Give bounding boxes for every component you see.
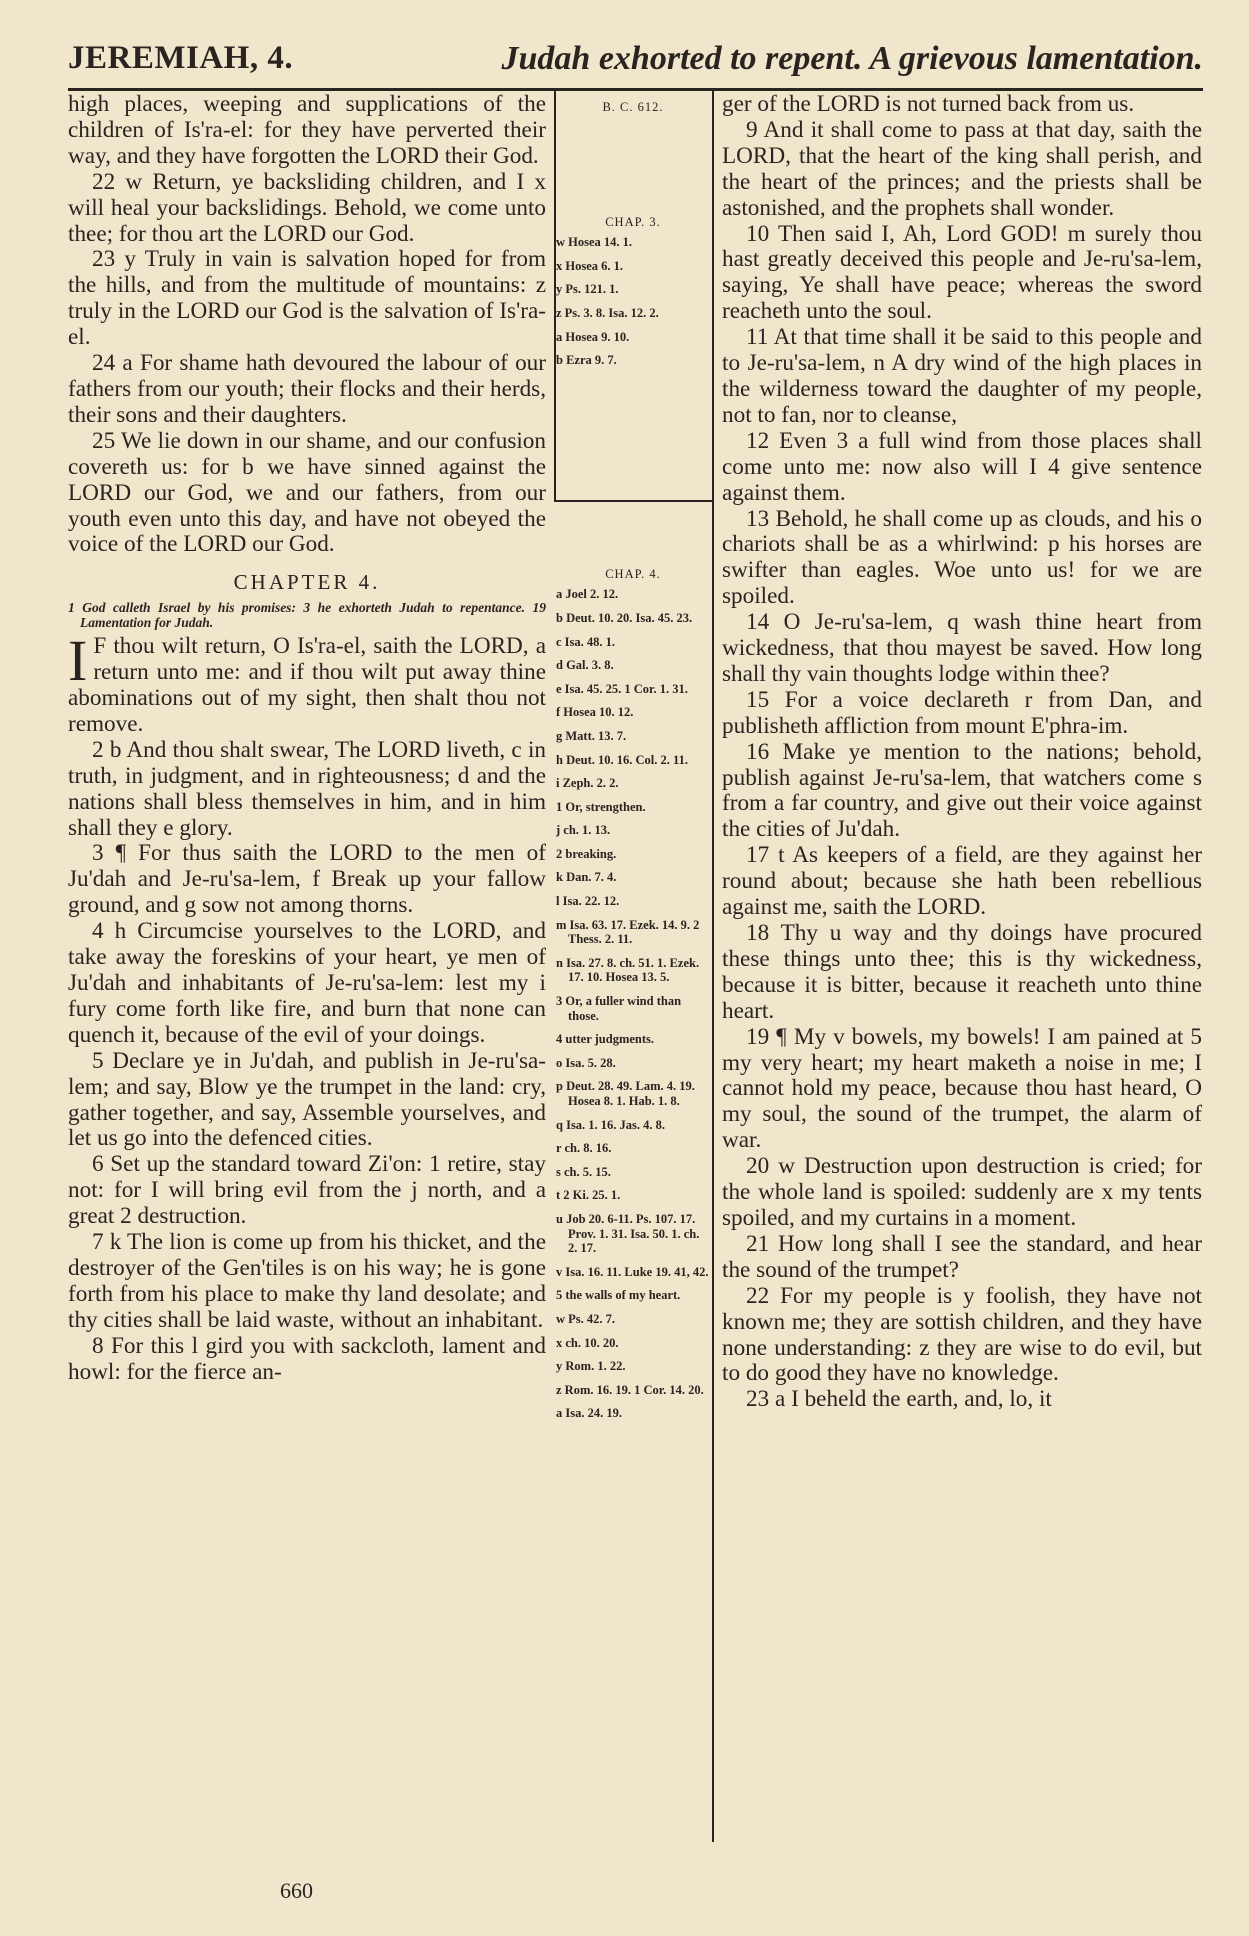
verse-paragraph: 13 Behold, he shall come up as clouds, and his o chariots shall be as a whirlwind: p his horses are swifter than eagles. Woe unto us! for we are spoiled.	[722, 505, 1202, 610]
verse-one	[68, 628, 546, 738]
cross-reference-note: b Deut. 10. 20. Isa. 45. 23.	[556, 610, 693, 625]
verse-paragraph: 25 We lie down in our shame, and our confusion covereth us: for b we have sinned against the LORD our God, we and our fathers, from our youth even unto this day, and have not obeyed the voice of the LORD our God.	[68, 427, 546, 558]
cross-reference-note: t 2 Ki. 25. 1.	[556, 1188, 621, 1203]
cross-reference-note: c Isa. 48. 1.	[556, 634, 616, 649]
chapter-title: CHAPTER 4.	[233, 570, 381, 595]
cross-reference-note: w Hosea 14. 1.	[556, 235, 633, 250]
chap3-label: CHAP. 3.	[605, 214, 661, 229]
cross-reference-note: 4 utter judgments.	[556, 1032, 655, 1047]
cross-reference-note: y Ps. 121. 1.	[556, 282, 619, 297]
cross-reference-note: z Ps. 3. 8. Isa. 12. 2.	[556, 305, 659, 320]
chap4-label: CHAP. 4.	[605, 566, 661, 581]
cross-reference-note: a Joel 2. 12.	[556, 587, 619, 602]
cross-reference-note: b Ezra 9. 7.	[556, 353, 617, 368]
verse-paragraph: 20 w Destruction upon destruction is cried; for the whole land is spoiled: suddenly are x my tents spoiled, and my curtains in a moment.	[722, 1153, 1202, 1231]
cross-reference-note: x Hosea 6. 1.	[556, 258, 624, 273]
cross-reference-note: i Zeph. 2. 2.	[556, 776, 619, 791]
book-chapter-heading: JEREMIAH, 4.	[68, 40, 294, 76]
cross-reference-note: 5 the walls of my heart.	[556, 1288, 681, 1303]
cross-reference-note: r ch. 8. 16.	[556, 1141, 612, 1156]
verse-paragraph: 4 h Circumcise yourselves to the LORD, and take away the foreskins of your heart, ye men of Ju'dah and inhabitants of Je-ru'sa-lem: lest my i fury come forth like fire, and burn that none can quench it, because of the evil of your doings.	[68, 918, 546, 1048]
verse-paragraph: 23 a I beheld the earth, and, lo, it	[746, 1386, 1052, 1413]
verse-one-text: F thou wilt return, O Is'ra-el, saith the LORD, a return unto me: and if thou wilt put away thine abominations out of my sight, then shalt thou not remove.	[68, 633, 546, 737]
cross-reference-note: f Hosea 10. 12.	[556, 705, 634, 720]
verse-paragraph: 8 For this l gird you with sackcloth, lament and howl: for the fierce an-	[68, 1332, 546, 1385]
cross-reference-note: 3 Or, a fuller wind than those.	[556, 994, 682, 1023]
verse-paragraph: 23 y Truly in vain is salvation hoped for from the hills, and from the multitude of mountains: z truly in the LORD our God is the salvation of Is'ra-el.	[68, 246, 546, 351]
verse-paragraph: 2 b And thou shalt swear, The LORD liveth, c in truth, in judgment, and in righteousness; d and the nations shall bless themselves in him, and in him shall they e glory.	[68, 736, 546, 841]
cross-reference-note: y Rom. 1. 22.	[556, 1359, 626, 1374]
cross-reference-note: s ch. 5. 15.	[556, 1164, 611, 1179]
cross-reference-note: j ch. 1. 13.	[556, 823, 611, 838]
cross-reference-note: z Rom. 16. 19. 1 Cor. 14. 20.	[556, 1382, 704, 1397]
verse-paragraph: 15 For a voice declareth r from Dan, and publisheth affliction from mount E'phra-im.	[722, 686, 1202, 739]
page-number: 660	[280, 1878, 313, 1903]
cross-reference-note: d Gal. 3. 8.	[556, 658, 614, 673]
cross-reference-note: 2 breaking.	[556, 846, 617, 861]
cross-reference-note: h Deut. 10. 16. Col. 2. 11.	[556, 752, 688, 767]
cross-reference-note: v Isa. 16. 11. Luke 19. 41, 42.	[556, 1264, 709, 1279]
cross-reference-note: n Isa. 27. 8. ch. 51. 1. Ezek. 17. 10. Hosea 13. 5.	[556, 955, 700, 985]
cross-reference-note: l Isa. 22. 12.	[556, 894, 620, 909]
page-header	[68, 38, 1203, 91]
verse-paragraph: 18 Thy u way and thy doings have procured these things unto thee; this is thy wickedness, because it is bitter, because it reacheth unto thine heart.	[722, 920, 1202, 1024]
cross-reference-note: e Isa. 45. 25. 1 Cor. 1. 31.	[556, 681, 688, 696]
left-text-column	[68, 92, 546, 1832]
verse-paragraph: 17 t As keepers of a field, are they against her round about; because she hath been rebellious against me, saith the LORD.	[722, 842, 1202, 921]
cross-reference-note: o Isa. 5. 28.	[556, 1055, 616, 1070]
verse-paragraph: ger of the LORD is not turned back from us.	[722, 92, 1135, 117]
verse-paragraph: 6 Set up the standard toward Zi'on: 1 retire, stay not: for I will bring evil from the j north, and a great 2 destruction.	[68, 1151, 546, 1230]
right-text-column	[722, 92, 1202, 1832]
verse-paragraph: 14 O Je-ru'sa-lem, q wash thine heart from wickedness, that thou mayest be saved. How long shall thy vain thoughts lodge within thee?	[722, 609, 1202, 687]
cross-reference-note: q Isa. 1. 16. Jas. 4. 8.	[556, 1117, 666, 1132]
cross-reference-note: w Ps. 42. 7.	[556, 1311, 616, 1326]
cross-reference-note: x ch. 10. 20.	[556, 1335, 619, 1350]
verse-paragraph: 3 ¶ For thus saith the LORD to the men of Ju'dah and Je-ru'sa-lem, f Break up your fallow ground, and g sow not among thorns.	[68, 840, 546, 919]
cross-reference-note: a Hosea 9. 10.	[556, 329, 630, 344]
cross-reference-note: m Isa. 63. 17. Ezek. 14. 9. 2 Thess. 2. 11.	[556, 917, 700, 947]
cross-reference-note: p Deut. 28. 49. Lam. 4. 19. Hosea 8. 1. Hab. 1. 8.	[556, 1079, 695, 1108]
verse-paragraph: 9 And it shall come to pass at that day, saith the LORD, that the heart of the king shall perish, and the heart of the princes; and the priests shall be astonished, and the prophets shall wonder.	[722, 116, 1202, 221]
verse-paragraph: 22 For my people is y foolish, they have not known me; they are sottish children, and they have none understanding: z they are wise to do evil, but to do good they have no knowledge.	[722, 1282, 1202, 1387]
verse-paragraph: 16 Make ye mention to the nations; behold, publish against Je-ru'sa-lem, that watchers come s from a far country, and give out their voice against the cities of Ju'dah.	[722, 738, 1202, 843]
chapter-summary: 1 God calleth Israel by his promises: 3 he exhorteth Judah to repentance. 19 Lamentation for Judah.	[68, 600, 546, 631]
verse-paragraph: high places, weeping and supplications of the children of Is'ra-el: for they have perverted their way, and they have forgotten the LORD their God.	[68, 92, 546, 169]
verse-paragraph: 21 How long shall I see the standard, and hear the sound of the trumpet?	[722, 1230, 1202, 1283]
chap3-notes	[556, 235, 710, 368]
cross-reference-note: a Isa. 24. 19.	[556, 1406, 622, 1421]
verse-paragraph: 12 Even 3 a full wind from those places shall come unto me: now also will I 4 give sentence against them.	[722, 427, 1202, 506]
verse-paragraph: 24 a For shame hath devoured the labour of our fathers from our youth; their flocks and their herds, their sons and their daughters.	[68, 350, 546, 428]
verse-paragraph: 7 k The lion is come up from his thicket, and the destroyer of the Gen'tiles is on his way; he is gone forth from his place to make thy land desolate; and thy cities shall be laid waste, without an inhabitant.	[68, 1229, 546, 1333]
cross-reference-note: k Dan. 7. 4.	[556, 870, 617, 885]
cross-reference-column	[556, 92, 710, 1844]
cross-reference-note: g Matt. 13. 7.	[556, 728, 627, 743]
era-date: B. C. 612.	[602, 100, 664, 114]
drop-cap: I	[68, 628, 88, 694]
verse-paragraph: 19 ¶ My v bowels, my bowels! I am pained at 5 my very heart; my heart maketh a noise in me; I cannot hold my peace, because thou hast heard, O my soul, the sound of the trumpet, the alarm of war.	[722, 1023, 1202, 1154]
cross-reference-note: 1 Or, strengthen.	[556, 799, 646, 814]
column-divider-right	[712, 90, 714, 1842]
cross-reference-note: u Job 20. 6-11. Ps. 107. 17. Prov. 1. 31. Isa. 50. 1. ch. 2. 17.	[556, 1211, 700, 1256]
verse-paragraph: 10 Then said I, Ah, Lord GOD! m surely thou hast greatly deceived this people and Je-ru'sa-lem, saying, Ye shall have peace; whereas the sword reacheth unto the soul.	[722, 220, 1202, 325]
verse-paragraph: 22 w Return, ye backsliding children, and I x will heal your backslidings. Behold, we come unto thee; for thou art the LORD our God.	[68, 168, 546, 247]
verse-paragraph: 11 At that time shall it be said to this people and to Je-ru'sa-lem, n A dry wind of the high places in the wilderness toward the daughter of my people, not to fan, nor to cleanse,	[722, 324, 1202, 428]
running-title: Judah exhorted to repent. A grievous lamentation.	[501, 40, 1203, 77]
verse-paragraph: 5 Declare ye in Ju'dah, and publish in Je-ru'sa-lem; and say, Blow ye the trumpet in the land: cry, gather together, and say, Assemble yourselves, and let us go into the defenced cities.	[68, 1047, 546, 1152]
chap4-notes	[556, 587, 710, 1421]
